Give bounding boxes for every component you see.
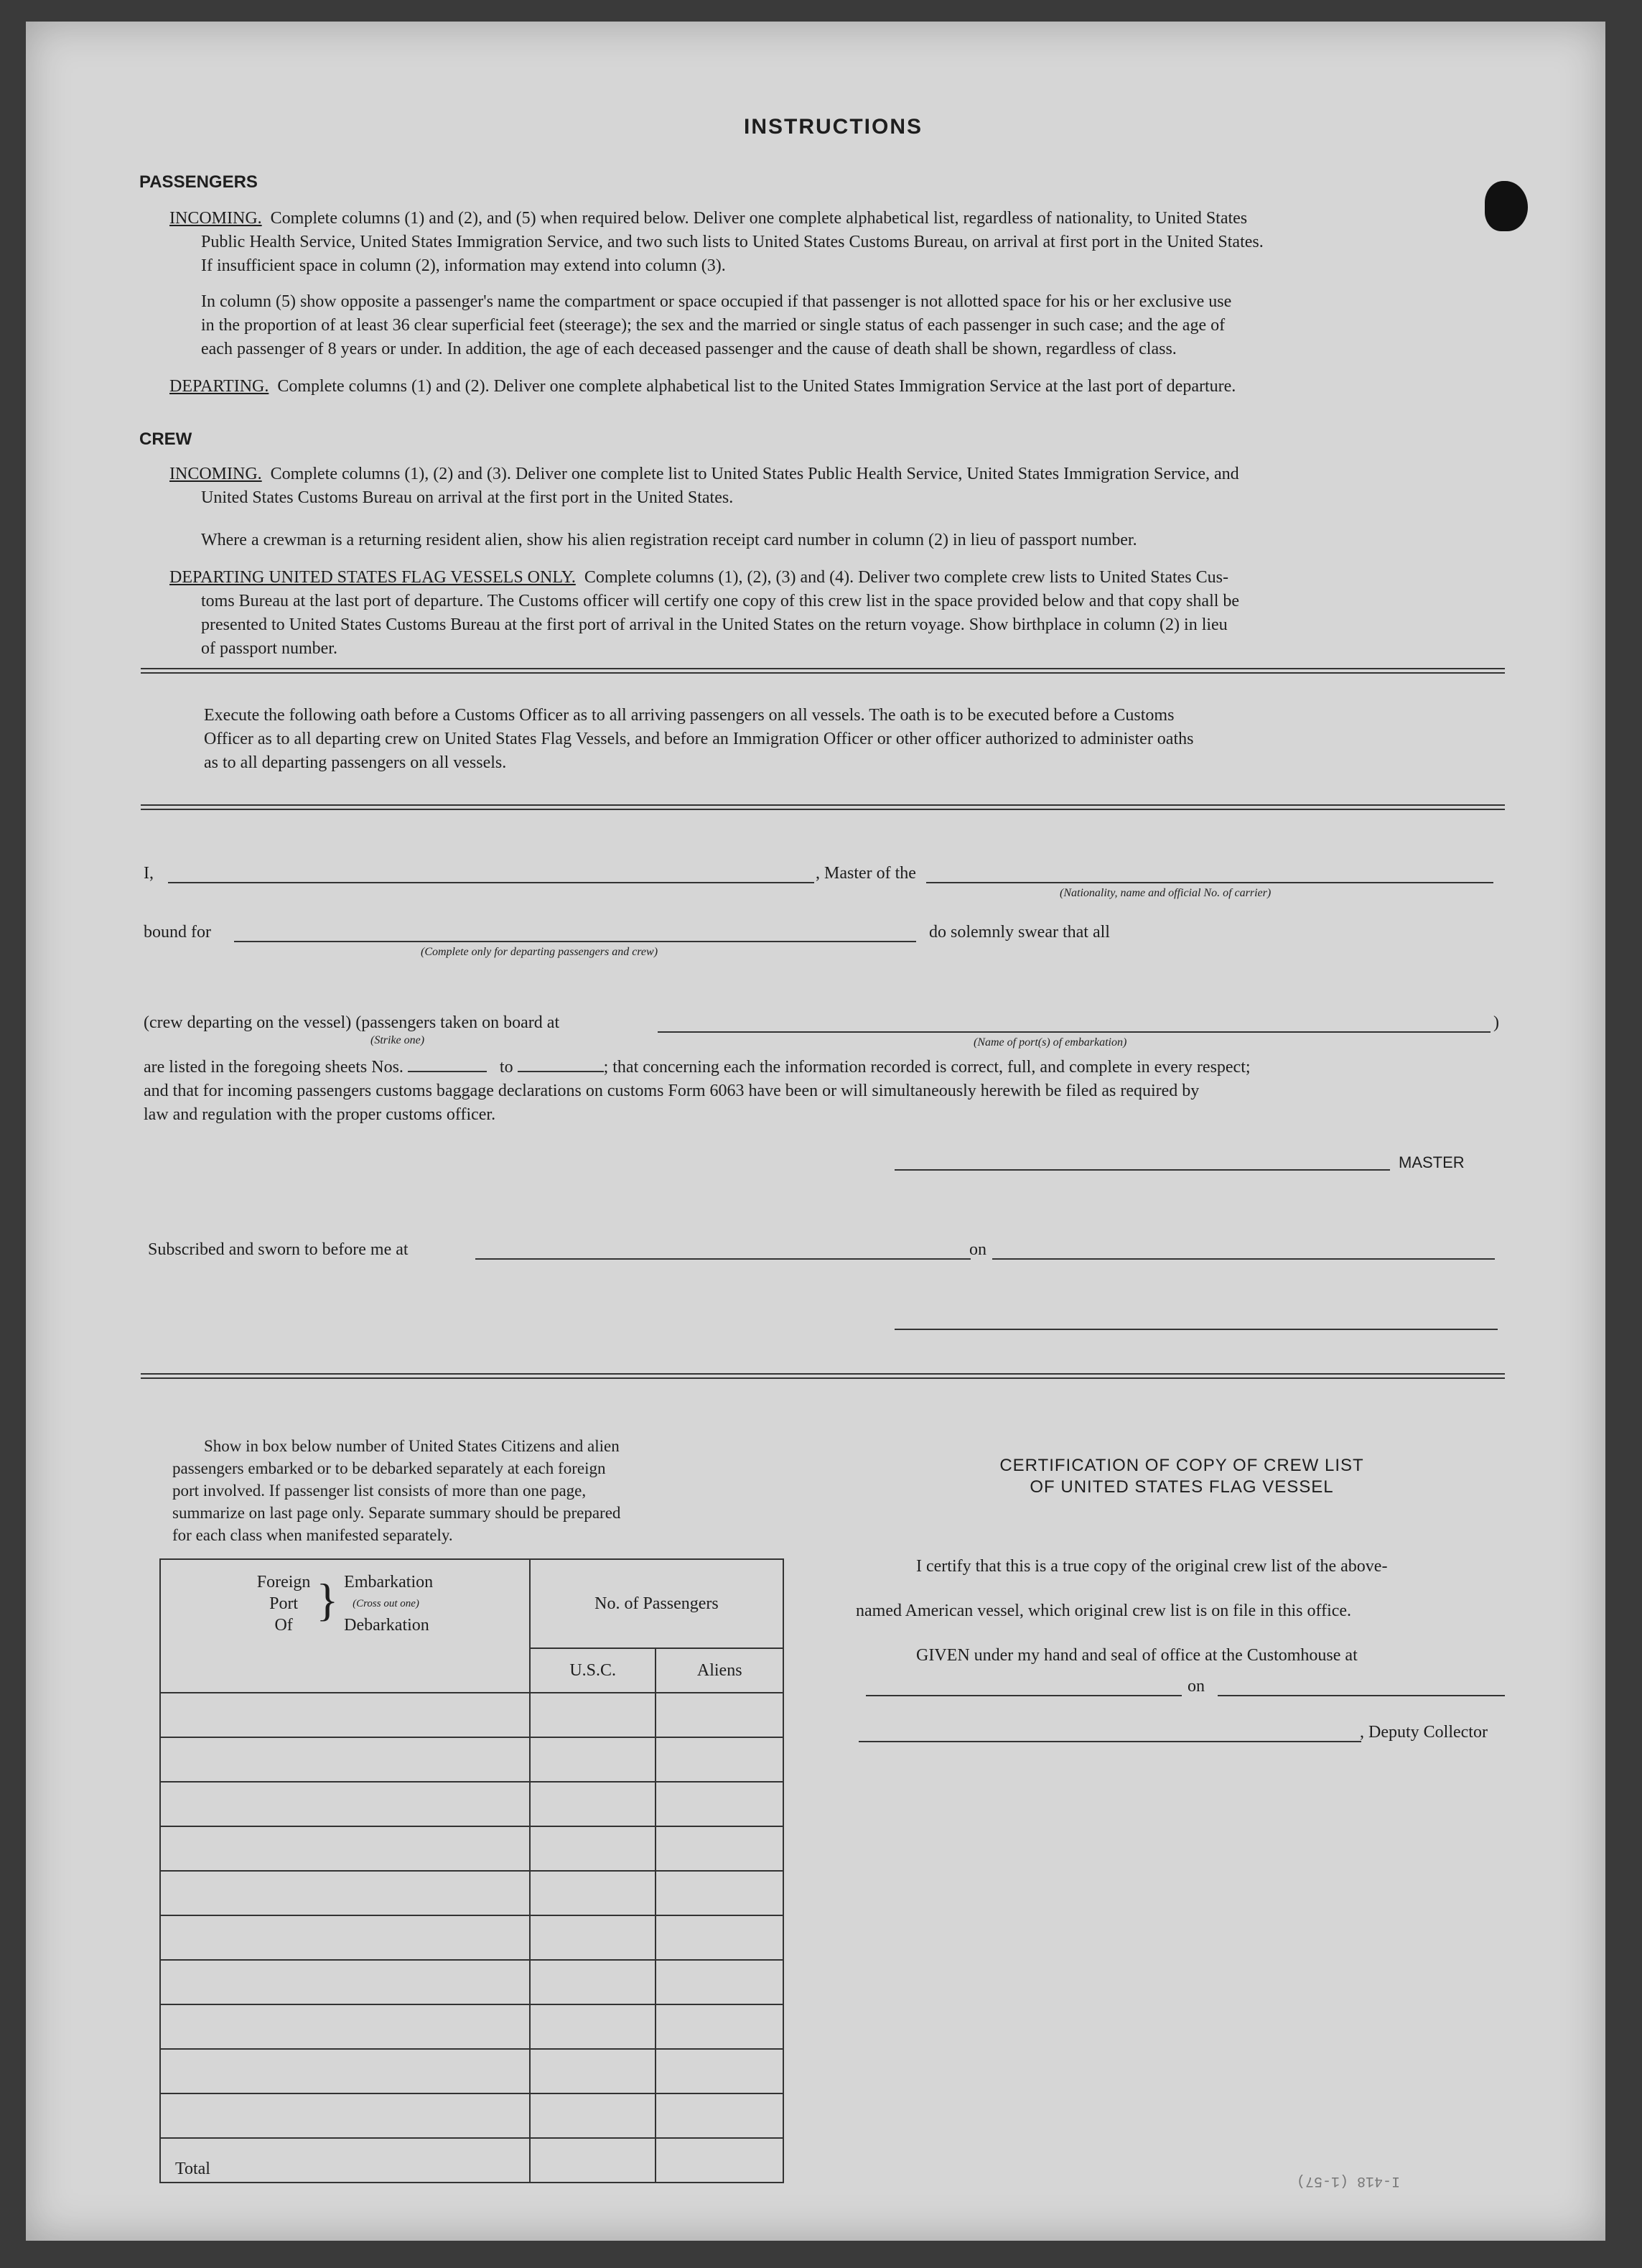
- summary-row: [160, 1960, 783, 2004]
- oath-listed: [144, 1056, 1511, 1127]
- customhouse-field[interactable]: [866, 1695, 1182, 1696]
- summary-port-cell[interactable]: [160, 1693, 530, 1737]
- summary-row: [160, 2049, 783, 2093]
- oath-i-label: I,: [144, 864, 154, 883]
- summary-row: [160, 1737, 783, 1782]
- summary-aliens-cell[interactable]: [656, 1960, 783, 2004]
- summary-row: [160, 1826, 783, 1871]
- passenger-summary-table: [159, 1558, 784, 2183]
- oath-on: on: [969, 1240, 986, 1259]
- passengers-departing-text: Complete columns (1) and (2). Deliver one complete alphabetical list to the United States Immigration Service at the last port of departure.: [277, 377, 1236, 396]
- crew-departing-text-1: Complete columns (1), (2), (3) and (4). Deliver two complete crew lists to United States Cus-: [584, 568, 1228, 587]
- summary-port-cell[interactable]: [160, 1960, 530, 2004]
- passengers-departing-label: DEPARTING.: [169, 377, 269, 396]
- summary-total-usc[interactable]: [530, 2138, 656, 2183]
- summary-port-header: [160, 1559, 530, 1693]
- summary-aliens-cell[interactable]: [656, 2049, 783, 2093]
- summary-row: [160, 1871, 783, 1915]
- summary-intro-4: summarize on last page only. Separate summary should be prepared: [172, 1504, 621, 1522]
- section-divider: [141, 668, 1505, 674]
- head-foreign: Foreign: [256, 1573, 311, 1591]
- subscribed-place-field[interactable]: [475, 1258, 971, 1260]
- summary-total-row: [160, 2138, 783, 2183]
- summary-port-cell[interactable]: [160, 1871, 530, 1915]
- certify-1: I certify that this is a true copy of the original crew list of the above-: [916, 1557, 1388, 1576]
- summary-row: [160, 1915, 783, 1960]
- passengers-col5-text-3: each passenger of 8 years or under. In addition, the age of each deceased passenger and the cause of death shall be shown, regardless of class.: [201, 340, 1177, 358]
- deputy-signature-field[interactable]: [859, 1741, 1361, 1742]
- oath-subscribed: Subscribed and sworn to before me at: [148, 1240, 409, 1259]
- summary-port-cell[interactable]: [160, 1737, 530, 1782]
- oath-divider: [141, 804, 1505, 810]
- summary-usc-cell[interactable]: [530, 1871, 656, 1915]
- summary-aliens-cell[interactable]: [656, 2093, 783, 2138]
- oath-listed-to: to: [499, 1058, 513, 1077]
- head-cross: (Cross out one): [353, 1598, 419, 1609]
- summary-usc-cell[interactable]: [530, 2049, 656, 2093]
- summary-usc-cell[interactable]: [530, 1915, 656, 1960]
- oath-master-of: , Master of the: [816, 864, 916, 883]
- summary-aliens-cell[interactable]: [656, 1826, 783, 1871]
- summary-header-row: [160, 1559, 783, 1648]
- head-debarkation: Debarkation: [344, 1616, 429, 1635]
- subscribed-date-field[interactable]: [992, 1258, 1495, 1260]
- head-usc: U.S.C.: [530, 1648, 656, 1693]
- oath-intro-2: Officer as to all departing crew on United States Flag Vessels, and before an Immigration Officer or other officer authorized to administer oaths: [204, 730, 1194, 748]
- summary-intro-2: passengers embarked or to be debarked separately at each foreign: [172, 1459, 606, 1477]
- summary-port-cell[interactable]: [160, 2049, 530, 2093]
- head-port: Port: [269, 1594, 299, 1613]
- head-aliens: Aliens: [656, 1648, 783, 1693]
- summary-aliens-cell[interactable]: [656, 1693, 783, 1737]
- crew-heading: CREW: [139, 429, 192, 449]
- carrier-field[interactable]: [926, 882, 1493, 883]
- summary-intro: [172, 1435, 620, 1546]
- summary-row: [160, 1693, 783, 1737]
- head-embarkation: Embarkation: [344, 1573, 434, 1591]
- crew-incoming-text-1: Complete columns (1), (2) and (3). Deliver one complete list to United States Public Health Service, United States Immigration Service, and: [270, 465, 1239, 483]
- oath-crew-departing: (crew departing on the vessel) (passengers taken on board at: [144, 1013, 560, 1032]
- crew-departing-text-4: of passport number.: [201, 639, 337, 658]
- summary-port-cell[interactable]: [160, 2093, 530, 2138]
- passengers-column5: [201, 290, 1231, 361]
- summary-total-label: Total: [160, 2138, 530, 2183]
- crew-departing-text-2: toms Bureau at the last port of departure. The Customs officer will certify one copy of this crew list in the space provided below and that copy shall be: [201, 592, 1240, 610]
- passengers-departing: [169, 375, 1236, 399]
- summary-usc-cell[interactable]: [530, 2093, 656, 2138]
- summary-aliens-cell[interactable]: [656, 2004, 783, 2049]
- certification-title-1: CERTIFICATION OF COPY OF CREW LIST: [999, 1456, 1364, 1475]
- summary-usc-cell[interactable]: [530, 1737, 656, 1782]
- oath-listed-2: ; that concerning each the information recorded is correct, full, and complete in every respect;: [603, 1058, 1251, 1077]
- oath-bottom-divider: [141, 1373, 1505, 1379]
- summary-usc-cell[interactable]: [530, 1960, 656, 2004]
- passengers-incoming: [169, 207, 1264, 278]
- port-caption: (Name of port(s) of embarkation): [974, 1036, 1127, 1049]
- certification-title: [859, 1455, 1505, 1498]
- crew-incoming: [169, 463, 1239, 510]
- crew-incoming-label: INCOMING.: [169, 465, 262, 483]
- master-label: MASTER: [1399, 1153, 1465, 1171]
- crew-departing: [169, 566, 1239, 661]
- certification-title-2: OF UNITED STATES FLAG VESSEL: [1030, 1477, 1334, 1497]
- passengers-incoming-label: INCOMING.: [169, 209, 262, 228]
- crew-departing-text-3: presented to United States Customs Bureau at the first port of arrival in the United States on the return voyage. Show birthplace in column (2) in lieu: [201, 615, 1228, 634]
- summary-port-cell[interactable]: [160, 1782, 530, 1826]
- summary-intro-3: port involved. If passenger list consists of more than one page,: [172, 1482, 587, 1500]
- summary-row: [160, 2093, 783, 2138]
- certify-2: named American vessel, which original crew list is on file in this office.: [856, 1602, 1352, 1620]
- certification-body: [856, 1544, 1506, 1678]
- certification-on: on: [1188, 1677, 1205, 1696]
- crew-departing-label: DEPARTING UNITED STATES FLAG VESSELS ONLY.: [169, 568, 576, 587]
- bound-caption: (Complete only for departing passengers and crew): [421, 946, 658, 958]
- summary-aliens-cell[interactable]: [656, 1915, 783, 1960]
- oath-listed-3: and that for incoming passengers customs baggage declarations on customs Form 6063 have been or will simultaneously herewith be filed as required by: [144, 1082, 1200, 1100]
- ink-blot: [1485, 181, 1528, 231]
- oath-intro: [204, 704, 1193, 775]
- master-name-field[interactable]: [168, 882, 814, 883]
- strike-one-caption: (Strike one): [370, 1034, 425, 1046]
- summary-total-aliens[interactable]: [656, 2138, 783, 2183]
- passengers-incoming-text-3: If insufficient space in column (2), information may extend into column (3).: [201, 256, 726, 275]
- oath-listed-4: law and regulation with the proper customs officer.: [144, 1105, 496, 1124]
- sheet-from-field[interactable]: [408, 1071, 487, 1072]
- oath-intro-1: Execute the following oath before a Customs Officer as to all arriving passengers on all vessels. The oath is to be executed before a Customs: [204, 706, 1175, 725]
- summary-row: [160, 1782, 783, 1826]
- passengers-incoming-text-2: Public Health Service, United States Immigration Service, and two such lists to United States Customs Bureau, on arrival at first port in the United States.: [201, 233, 1264, 251]
- oath-intro-3: as to all departing passengers on all vessels.: [204, 753, 507, 772]
- summary-port-cell[interactable]: [160, 1826, 530, 1871]
- close-paren: ): [1493, 1013, 1499, 1032]
- officer-signature-field[interactable]: [895, 1329, 1498, 1330]
- passengers-heading: PASSENGERS: [139, 172, 258, 192]
- summary-aliens-cell[interactable]: [656, 1782, 783, 1826]
- summary-port-cell[interactable]: [160, 2004, 530, 2049]
- summary-intro-5: for each class when manifested separately.: [172, 1526, 453, 1544]
- page-title: INSTRUCTIONS: [744, 115, 923, 139]
- document-page: [26, 22, 1605, 2241]
- head-passengers: No. of Passengers: [530, 1559, 783, 1648]
- passengers-col5-text-2: in the proportion of at least 36 clear superficial feet (steerage); the sex and the married or single status of each passenger in such case; and the age of: [201, 316, 1226, 335]
- passengers-incoming-text-1: Complete columns (1) and (2), and (5) when required below. Deliver one complete alphabetical list, regardless of nationality, to United States: [270, 209, 1248, 228]
- form-code: I-418 (1-57): [1297, 2172, 1401, 2189]
- sheet-to-field[interactable]: [518, 1071, 604, 1072]
- summary-usc-cell[interactable]: [530, 1826, 656, 1871]
- summary-aliens-cell[interactable]: [656, 1737, 783, 1782]
- carrier-caption: (Nationality, name and official No. of carrier): [1060, 887, 1272, 899]
- summary-row: [160, 2004, 783, 2049]
- summary-usc-cell[interactable]: [530, 1693, 656, 1737]
- embarkation-port-field[interactable]: [658, 1031, 1491, 1033]
- brace: }: [316, 1574, 339, 1625]
- oath-swear: do solemnly swear that all: [929, 923, 1110, 942]
- passengers-col5-text-1: In column (5) show opposite a passenger's name the compartment or space occupied if that passenger is not allotted space for his or her exclusive use: [201, 292, 1232, 311]
- certify-given: GIVEN under my hand and seal of office at the Customhouse at: [916, 1646, 1358, 1665]
- crew-incoming-text-2: United States Customs Bureau on arrival at the first port in the United States.: [201, 488, 734, 507]
- certification-date-field[interactable]: [1218, 1695, 1505, 1696]
- head-of: Of: [274, 1616, 293, 1635]
- oath-bound-for: bound for: [144, 923, 211, 942]
- summary-usc-cell[interactable]: [530, 1782, 656, 1826]
- summary-port-cell[interactable]: [160, 1915, 530, 1960]
- crew-resident-note: Where a crewman is a returning resident alien, show his alien registration receipt card number in column (2) in lieu of passport number.: [201, 531, 1137, 549]
- oath-listed-1: are listed in the foregoing sheets Nos.: [144, 1058, 403, 1077]
- bound-for-field[interactable]: [234, 941, 916, 942]
- summary-aliens-cell[interactable]: [656, 1871, 783, 1915]
- master-signature-field[interactable]: [895, 1169, 1390, 1171]
- deputy-collector-label: , Deputy Collector: [1360, 1723, 1488, 1742]
- summary-usc-cell[interactable]: [530, 2004, 656, 2049]
- summary-intro-1: Show in box below number of United States Citizens and alien: [204, 1437, 620, 1455]
